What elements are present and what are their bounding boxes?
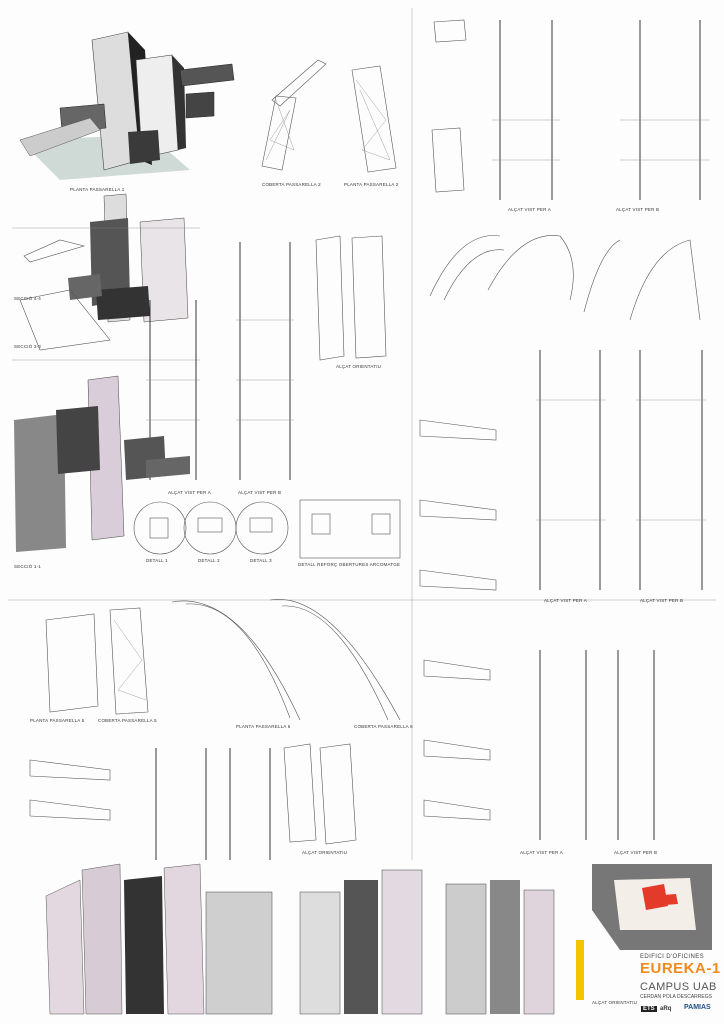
passarella-56-plans — [46, 599, 400, 720]
render-towers-lower — [14, 376, 190, 552]
bottom-elevations-strip — [46, 864, 584, 1014]
project-title: EUREKA-1 — [640, 960, 721, 977]
label-seccio-11: SECCIÓ 1-1 — [14, 564, 42, 569]
project-subtitle: EDIFICI D'OFICINES — [640, 954, 705, 960]
elevation-lower-right — [424, 650, 654, 840]
label-seccio-33: SECCIÓ 3-3 — [14, 344, 42, 349]
label-alcat-b-mid: ALÇAT VIST PER B — [238, 490, 282, 495]
render-towers-top — [20, 32, 234, 180]
elevation-top-right — [432, 20, 710, 200]
label-planta-passarella-5: PLANTA PASSARELLA 5 — [30, 718, 85, 723]
label-alcat-orientatiu: ALÇAT ORIENTATIU — [336, 364, 382, 369]
label-alcat-orientatiu-2: ALÇAT ORIENTATIU — [302, 850, 348, 855]
title-logo-graphic — [592, 864, 712, 950]
label-planta-passarella-2: PLANTA PASSARELLA 2 — [344, 182, 399, 187]
label-coberta-passarella-6: COBERTA PASSARELLA 6 — [354, 724, 413, 729]
render-towers-middle — [68, 194, 188, 322]
label-seccio-44: SECCIÓ 4-4 — [14, 296, 42, 301]
label-alcat-orientatiu-3: ALÇAT ORIENTATIU — [592, 1000, 638, 1005]
alcat-orientatiu-mid — [316, 236, 386, 360]
label-alcat-a-top: ALÇAT VIST PER A — [508, 207, 551, 212]
elevation-lower-middle — [30, 744, 356, 860]
project-author: CERDAN POLA DESCARREGS — [640, 994, 712, 1000]
label-alcat-a-low: ALÇAT VIST PER A — [520, 850, 563, 855]
label-detall-1: DETALL 1 — [146, 558, 168, 563]
passarella-arcs-top-right — [430, 235, 700, 320]
school-logo-arq: aRq — [660, 1006, 672, 1012]
project-campus: CAMPUS UAB — [640, 981, 717, 993]
sponsor-logo: PAMIAS — [684, 1004, 711, 1011]
label-coberta-passarella-2: COBERTA PASSARELLA 2 — [262, 182, 321, 187]
label-alcat-b-low: ALÇAT VIST PER B — [614, 850, 658, 855]
school-logo-ets: ETS — [643, 1006, 655, 1012]
label-planta-passarella-1: PLANTA PASSARELLA 1 — [70, 187, 125, 192]
label-coberta-passarella-5: COBERTA PASSARELLA 5 — [98, 718, 157, 723]
label-alcat-a-mid: ALÇAT VIST PER A — [168, 490, 211, 495]
label-alcat-a-right-mid: ALÇAT VIST PER A — [544, 598, 587, 603]
detail-circles — [134, 500, 400, 558]
label-detall-reforc: DETALL REFORÇ OBERTURES ARCOMATGE — [298, 562, 401, 567]
label-detall-2: DETALL 2 — [198, 558, 220, 563]
label-planta-passarella-6: PLANTA PASSARELLA 6 — [236, 724, 291, 729]
elevation-mid-right — [420, 350, 706, 590]
passarella-plan-top — [262, 60, 396, 172]
label-detall-3: DETALL 3 — [250, 558, 272, 563]
label-alcat-b-top: ALÇAT VIST PER B — [616, 207, 660, 212]
label-alcat-b-right-mid: ALÇAT VIST PER B — [640, 598, 684, 603]
